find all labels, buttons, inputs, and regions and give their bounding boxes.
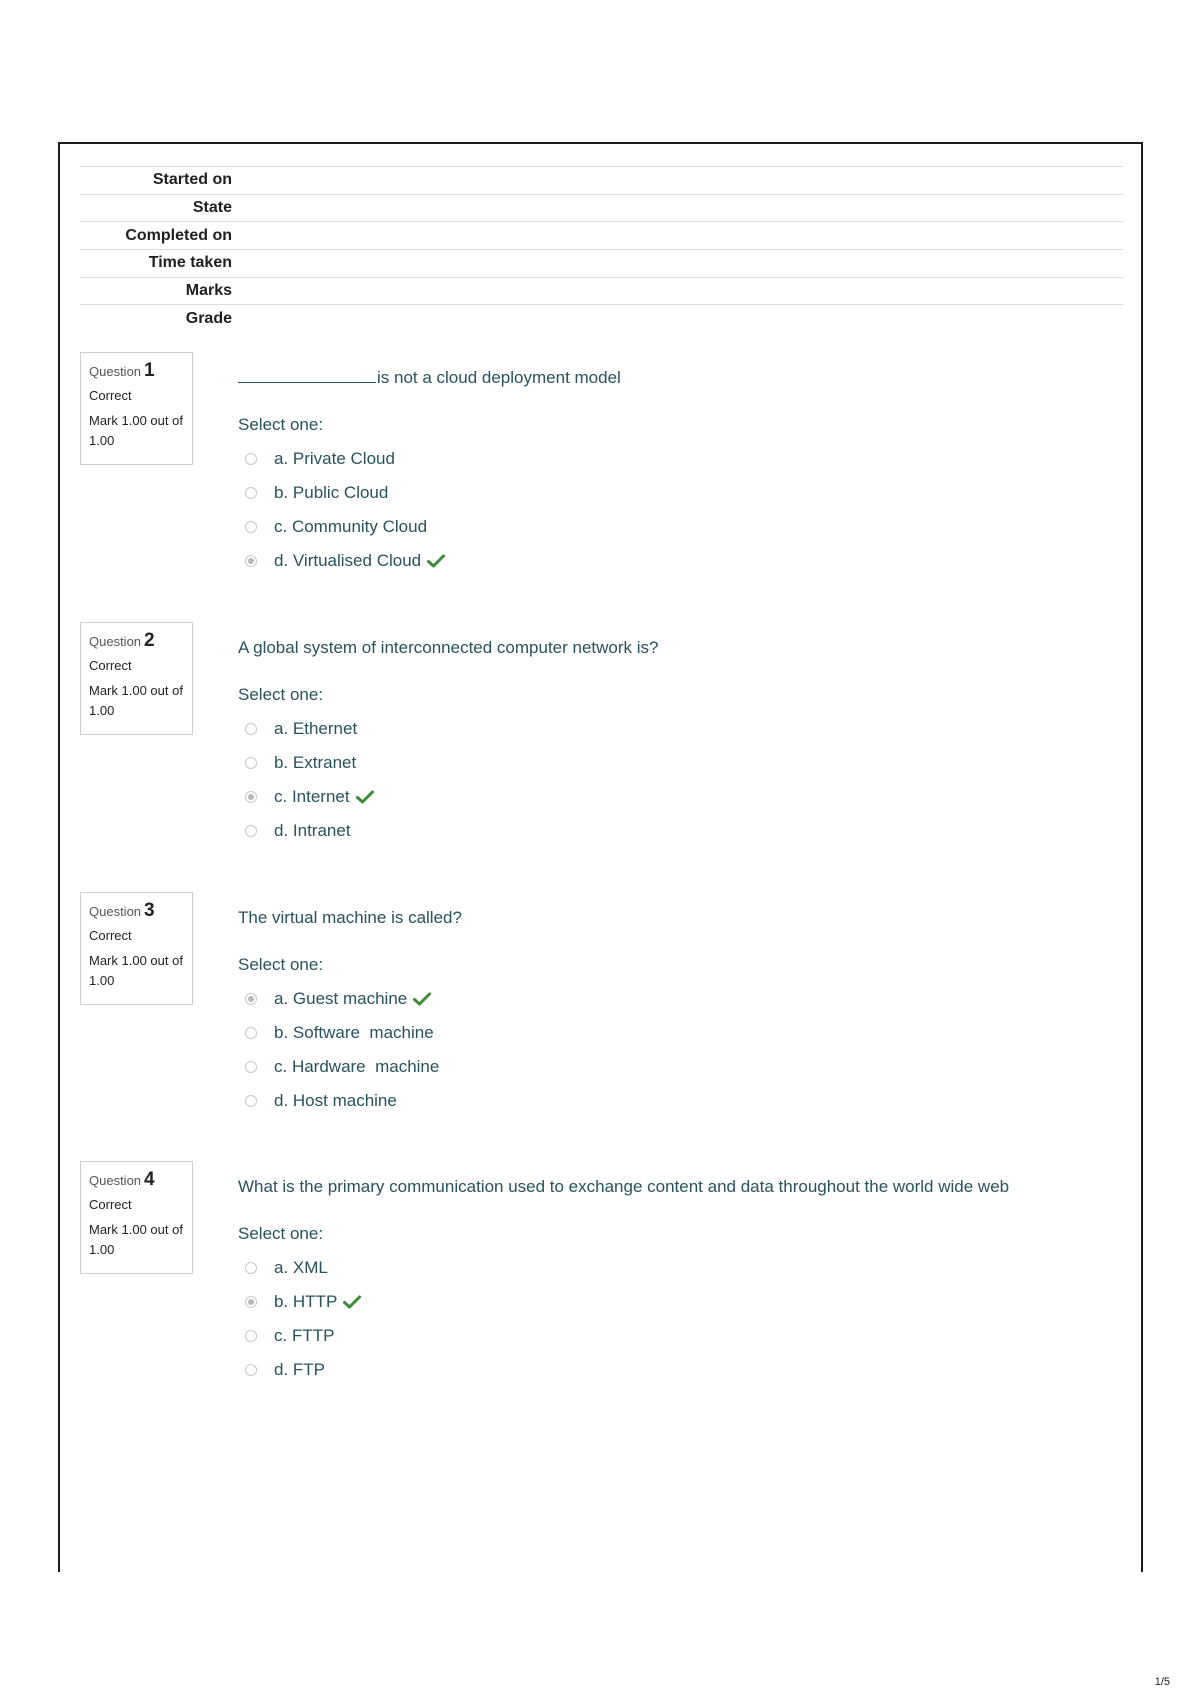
answer-label: c. FTTP	[274, 1326, 335, 1345]
answer-label: d. Virtualised Cloud	[274, 551, 422, 570]
question-content	[238, 366, 1118, 578]
radio-icon[interactable]	[245, 1027, 257, 1039]
summary-row-marks	[80, 277, 1123, 305]
question-4	[80, 1161, 1123, 1401]
answer-label: d. FTP	[274, 1360, 326, 1379]
radio-icon[interactable]	[245, 521, 257, 533]
radio-icon[interactable]	[245, 1262, 257, 1274]
summary-label: Grade	[185, 309, 232, 327]
question-number	[89, 1170, 184, 1191]
question-number	[89, 901, 184, 922]
answer-label: a. Ethernet	[274, 719, 358, 738]
question-text: is not a cloud deployment model	[377, 368, 621, 387]
question-number-value: 2	[144, 630, 155, 651]
summary-row-started-on	[80, 166, 1123, 194]
answer-label: a. XML	[274, 1258, 328, 1277]
select-prompt: Select one:	[238, 955, 324, 974]
question-word: Question	[89, 634, 142, 649]
summary-row-state	[80, 194, 1123, 222]
question-number	[89, 631, 184, 652]
answer-option[interactable]	[238, 814, 1118, 848]
radio-icon[interactable]	[245, 1061, 257, 1073]
summary-label: Completed on	[125, 226, 232, 244]
radio-icon[interactable]	[245, 453, 257, 465]
question-mark: Mark 1.00 out of 1.00	[89, 953, 183, 988]
question-mark: Mark 1.00 out of 1.00	[89, 1222, 183, 1257]
summary-label: Started on	[152, 171, 232, 189]
radio-selected-icon[interactable]	[245, 1296, 257, 1308]
answer-option-selected[interactable]	[238, 780, 1118, 814]
answer-label: d. Host machine	[274, 1091, 397, 1110]
question-info-box	[80, 892, 193, 1005]
check-icon	[413, 992, 431, 1006]
question-state: Correct	[89, 388, 132, 403]
answer-option[interactable]	[238, 1016, 1118, 1050]
radio-selected-icon[interactable]	[245, 993, 257, 1005]
question-number-value: 3	[144, 900, 155, 921]
radio-icon[interactable]	[245, 487, 257, 499]
question-info-box	[80, 352, 193, 465]
answer-option[interactable]	[238, 476, 1118, 510]
question-state: Correct	[89, 928, 132, 943]
select-prompt: Select one:	[238, 415, 324, 434]
question-info-box	[80, 1161, 193, 1274]
question-text-row	[238, 366, 1118, 390]
answer-list	[238, 1251, 1118, 1387]
question-1	[80, 352, 1123, 592]
answer-option-selected[interactable]	[238, 1285, 1118, 1319]
question-word: Question	[89, 364, 142, 379]
radio-icon[interactable]	[245, 1330, 257, 1342]
answer-list	[238, 442, 1118, 578]
summary-row-grade	[80, 304, 1123, 332]
summary-label: Time taken	[148, 254, 232, 272]
select-prompt: Select one:	[238, 685, 324, 704]
answer-option[interactable]	[238, 510, 1118, 544]
question-2	[80, 622, 1123, 862]
answer-label: b. Extranet	[274, 753, 357, 772]
radio-icon[interactable]	[245, 757, 257, 769]
answer-label: d. Intranet	[274, 821, 351, 840]
question-state: Correct	[89, 658, 132, 673]
attempt-summary-table	[80, 166, 1123, 332]
question-mark: Mark 1.00 out of 1.00	[89, 413, 183, 448]
radio-icon[interactable]	[245, 723, 257, 735]
check-icon	[427, 554, 445, 568]
question-text: What is the primary communication used to exchange content and data throughout the world wide web	[238, 1177, 1010, 1196]
answer-option[interactable]	[238, 1251, 1118, 1285]
answer-label: b. HTTP	[274, 1292, 338, 1311]
summary-label: Marks	[185, 282, 232, 300]
summary-row-completed-on	[80, 221, 1123, 249]
answer-option-selected[interactable]	[238, 544, 1118, 578]
answer-list	[238, 712, 1118, 848]
question-word: Question	[89, 904, 142, 919]
answer-option[interactable]	[238, 712, 1118, 746]
question-content	[238, 1175, 1118, 1387]
answer-label: a. Guest machine	[274, 989, 408, 1008]
question-word: Question	[89, 1173, 142, 1188]
question-number-value: 1	[144, 360, 155, 381]
question-info-box	[80, 622, 193, 735]
answer-label: a. Private Cloud	[274, 449, 395, 468]
summary-row-time-taken	[80, 249, 1123, 277]
answer-option[interactable]	[238, 1319, 1118, 1353]
answer-option[interactable]	[238, 1050, 1118, 1084]
question-3	[80, 892, 1123, 1132]
answer-label: c. Community Cloud	[274, 517, 428, 536]
question-mark: Mark 1.00 out of 1.00	[89, 683, 183, 718]
radio-icon[interactable]	[245, 1364, 257, 1376]
answer-option[interactable]	[238, 746, 1118, 780]
answer-option[interactable]	[238, 1353, 1118, 1387]
radio-selected-icon[interactable]	[245, 791, 257, 803]
check-icon	[343, 1295, 361, 1309]
answer-label: c. Hardware machine	[274, 1057, 440, 1076]
select-prompt: Select one:	[238, 1224, 324, 1243]
question-state: Correct	[89, 1197, 132, 1212]
fill-in-blank-line	[238, 370, 376, 383]
radio-selected-icon[interactable]	[245, 555, 257, 567]
check-icon	[356, 790, 374, 804]
question-number	[89, 361, 184, 382]
answer-label: b. Public Cloud	[274, 483, 389, 502]
answer-option-selected[interactable]	[238, 982, 1118, 1016]
answer-list	[238, 982, 1118, 1118]
question-text: A global system of interconnected computer network is?	[238, 638, 659, 657]
radio-icon[interactable]	[245, 825, 257, 837]
answer-option[interactable]	[238, 442, 1118, 476]
question-content	[238, 636, 1118, 848]
summary-label: State	[192, 199, 232, 217]
page-number: 1/5	[1154, 1676, 1170, 1688]
answer-label: b. Software machine	[274, 1023, 434, 1042]
answer-option[interactable]	[238, 1084, 1118, 1118]
radio-icon[interactable]	[245, 1095, 257, 1107]
question-text: The virtual machine is called?	[238, 908, 462, 927]
answer-label: c. Internet	[274, 787, 350, 806]
question-number-value: 4	[144, 1169, 155, 1190]
question-content	[238, 906, 1118, 1118]
